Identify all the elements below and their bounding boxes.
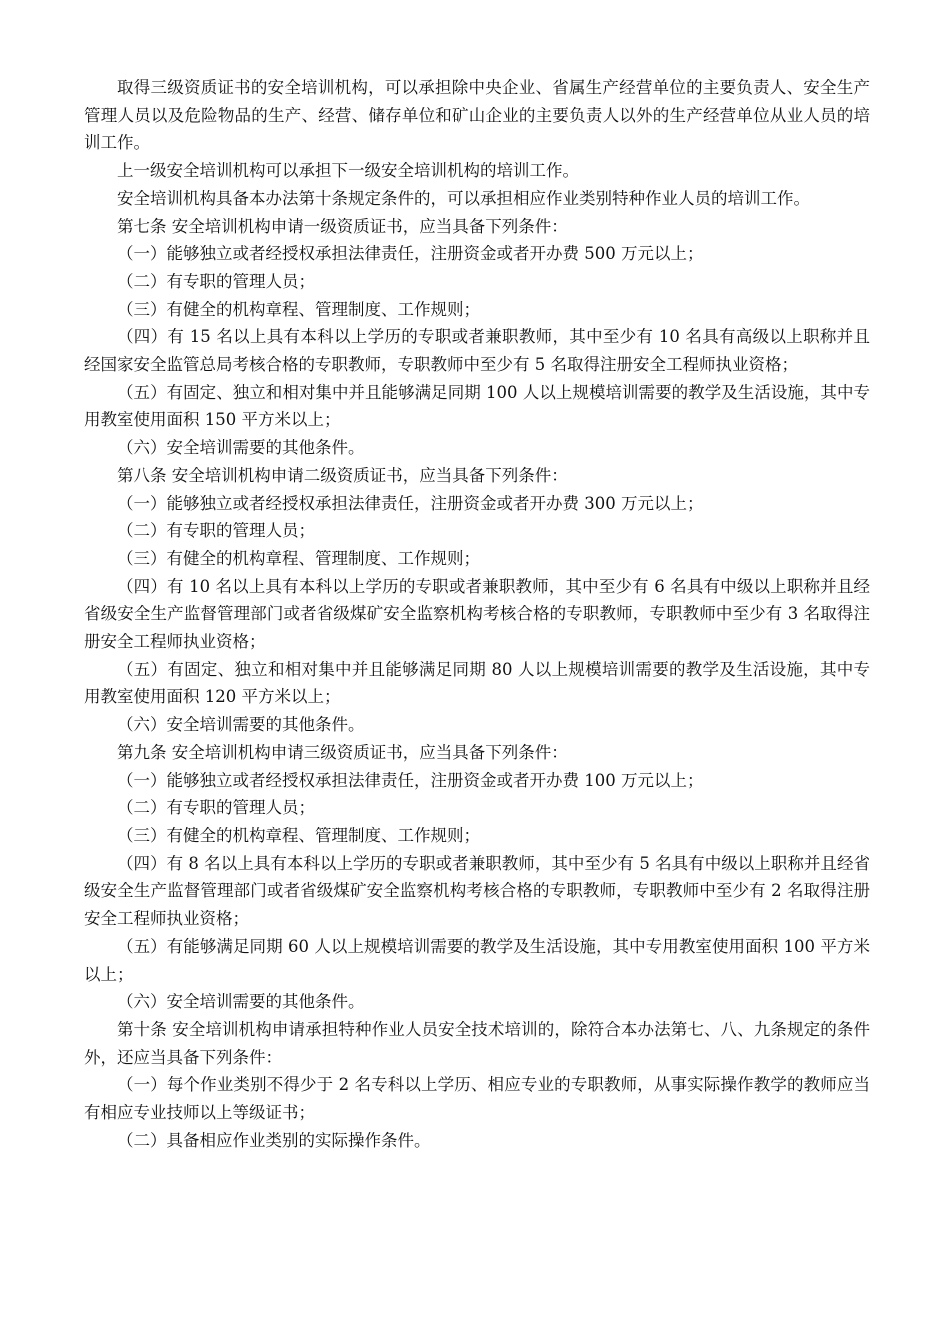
- list-item: （三）有健全的机构章程、管理制度、工作规则；: [117, 548, 480, 568]
- article-10-heading: 第十条 安全培训机构申请承担特种作业人员安全技术培训的，除符合本办法第七、八、九条规定的条件外，还应当具备下列条件：: [84, 1019, 870, 1067]
- list-item: （二）具备相应作业类别的实际操作条件。: [117, 1130, 431, 1150]
- list-item: （一）能够独立或者经授权承担法律责任，注册资金或者开办费 300 万元以上；: [117, 493, 704, 513]
- paragraph: 取得三级资质证书的安全培训机构，可以承担除中央企业、省属生产经营单位的主要负责人、安全生产管理人员以及危险物品的生产、经营、储存单位和矿山企业的主要负责人以外的生产经营单位从业人员的培训工作。: [84, 78, 870, 153]
- list-item: （三）有健全的机构章程、管理制度、工作规则；: [117, 299, 480, 319]
- list-item: （五）有固定、独立和相对集中并且能够满足同期 100 人以上规模培训需要的教学及生活设施，其中专用教室使用面积 150 平方米以上；: [84, 382, 870, 430]
- list-item: （五）有固定、独立和相对集中并且能够满足同期 80 人以上规模培训需要的教学及生活设施，其中专用教室使用面积 120 平方米以上；: [84, 659, 870, 707]
- paragraph: 上一级安全培训机构可以承担下一级安全培训机构的培训工作。: [117, 161, 579, 181]
- list-item: （四）有 8 名以上具有本科以上学历的专职或者兼职教师，其中至少有 5 名具有中级以上职称并且经省级安全生产监督管理部门或者省级煤矿安全监察机构考核合格的专职教师，专职教师中至少有 2 名取得注册安全工程师执业资格；: [84, 853, 870, 929]
- list-item: （六）安全培训需要的其他条件。: [117, 992, 365, 1012]
- list-item: （四）有 15 名以上具有本科以上学历的专职或者兼职教师，其中至少有 10 名具有高级以上职称并且经国家安全监管总局考核合格的专职教师，专职教师中至少有 5 名取得注册安全工程师执业资格；: [84, 327, 870, 375]
- article-7-heading: 第七条 安全培训机构申请一级资质证书，应当具备下列条件：: [117, 216, 568, 236]
- list-item: （一）能够独立或者经授权承担法律责任，注册资金或者开办费 500 万元以上；: [117, 244, 704, 264]
- list-item: （二）有专职的管理人员；: [117, 521, 315, 541]
- list-item: （一）能够独立或者经授权承担法律责任，注册资金或者开办费 100 万元以上；: [117, 770, 704, 790]
- article-9-heading: 第九条 安全培训机构申请三级资质证书，应当具备下列条件：: [117, 742, 568, 762]
- list-item: （四）有 10 名以上具有本科以上学历的专职或者兼职教师，其中至少有 6 名具有中级以上职称并且经省级安全生产监督管理部门或者省级煤矿安全监察机构考核合格的专职教师，专职教师中至少有 3 名取得注册安全工程师执业资格；: [84, 576, 870, 652]
- list-item: （二）有专职的管理人员；: [117, 798, 315, 818]
- article-8-heading: 第八条 安全培训机构申请二级资质证书，应当具备下列条件：: [117, 465, 568, 485]
- list-item: （六）安全培训需要的其他条件。: [117, 715, 365, 735]
- list-item: （五）有能够满足同期 60 人以上规模培训需要的教学及生活设施，其中专用教室使用面积 100 平方米以上；: [84, 936, 870, 984]
- list-item: （三）有健全的机构章程、管理制度、工作规则；: [117, 825, 480, 845]
- paragraph: 安全培训机构具备本办法第十条规定条件的，可以承担相应作业类别特种作业人员的培训工作。: [117, 188, 810, 208]
- list-item: （六）安全培训需要的其他条件。: [117, 438, 365, 458]
- list-item: （二）有专职的管理人员；: [117, 271, 315, 291]
- document-page: [84, 74, 870, 1154]
- list-item: （一）每个作业类别不得少于 2 名专科以上学历、相应专业的专职教师，从事实际操作教学的教师应当有相应专业技师以上等级证书；: [84, 1075, 870, 1123]
